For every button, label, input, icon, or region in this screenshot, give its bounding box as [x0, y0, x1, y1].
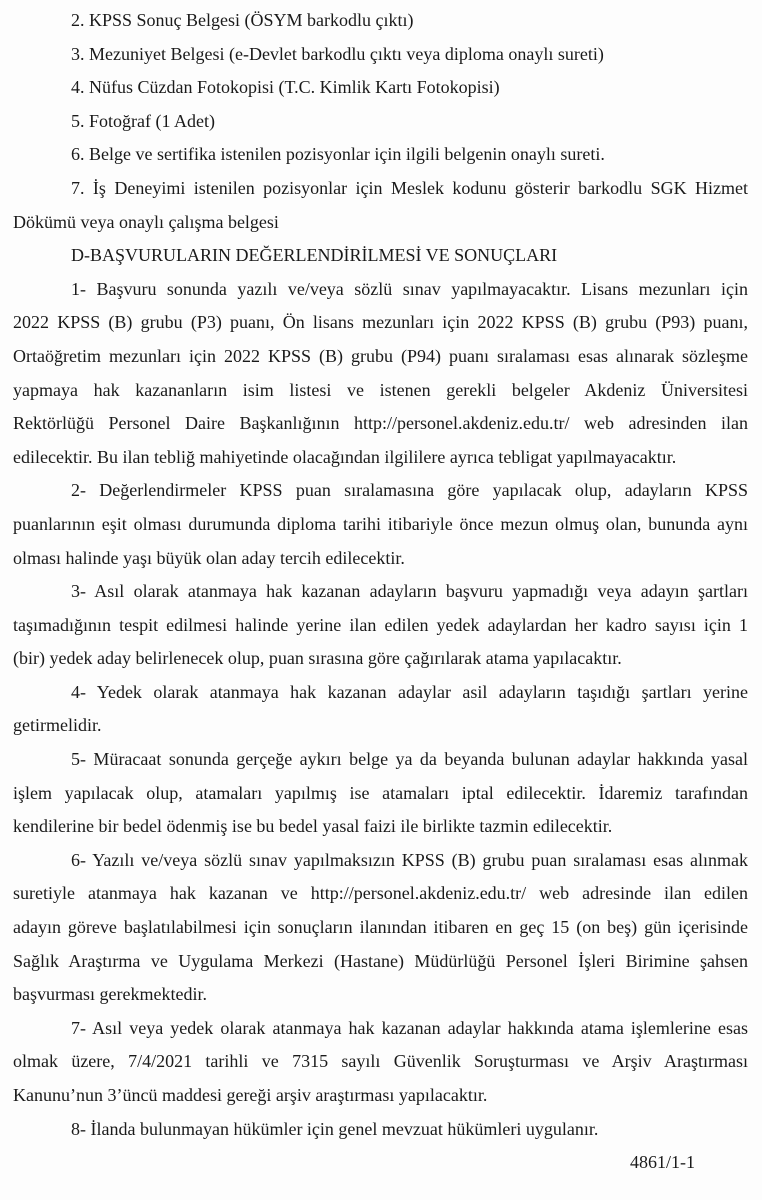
- paragraph-line: taşımadığının tespit edilmesi halinde yerine ilan edilen yedek adaylardan her kadro sayısı için 1: [13, 614, 748, 635]
- section-heading-text: D-BAŞVURULARIN DEĞERLENDİRİLMESİ VE SONUÇLARI: [71, 245, 558, 266]
- paragraph: [13, 575, 748, 676]
- list-item-text: Dökümü veya onaylı çalışma belgesi: [13, 211, 279, 232]
- list-item-text: 4. Nüfus Cüzdan Fotokopisi (T.C. Kimlik Kartı Fotokopisi): [71, 77, 500, 98]
- list-item: [13, 105, 748, 139]
- paragraph-line: başvurması gerekmektedir.: [13, 984, 207, 1005]
- paragraph: [13, 474, 748, 575]
- paragraph-line: (bir) yedek aday belirlenecek olup, puan sırasına göre çağırılarak atama yapılacaktır.: [13, 648, 622, 669]
- paragraph-line: kendilerine bir bedel ödenmiş ise bu bedel yasal faizi ile birlikte tazmin edilecektir.: [13, 816, 613, 837]
- paragraph-line: 5- Müracaat sonunda gerçeğe aykırı belge ya da beyanda bulunan adaylar hakkında yasal: [71, 749, 748, 770]
- paragraph-line: 2- Değerlendirmeler KPSS puan sıralamasına göre yapılacak olup, adayların KPSS: [71, 480, 748, 501]
- paragraph-line: olmak üzere, 7/4/2021 tarihli ve 7315 sayılı Güvenlik Soruşturması ve Arşiv Araştırması: [13, 1051, 748, 1072]
- list-item-text: 6. Belge ve sertifika istenilen pozisyonlar için ilgili belgenin onaylı sureti.: [71, 144, 605, 165]
- list-item: [13, 172, 748, 239]
- paragraph-line: getirmelidir.: [13, 715, 102, 736]
- paragraph: [13, 676, 748, 743]
- paragraph-line: Rektörlüğü Personel Daire Başkanlığının http://personel.akdeniz.edu.tr/ web adresinden ilan: [13, 413, 748, 434]
- paragraph-line: Sağlık Araştırma ve Uygulama Merkezi (Hastane) Müdürlüğü Personel İşleri Birimine şahsen: [13, 950, 748, 971]
- paragraph-line: puanlarının eşit olması durumunda diploma tarihi itibariyle önce mezun olmuş olan, bununda aynı: [13, 513, 748, 534]
- list-item-text: 3. Mezuniyet Belgesi (e-Devlet barkodlu çıktı veya diploma onaylı sureti): [71, 43, 604, 64]
- paragraph-line: 3- Asıl olarak atanmaya hak kazanan adayların başvuru yapmadığı veya adayın şartları: [71, 581, 748, 602]
- list-item: [13, 38, 748, 72]
- paragraph-line: işlem yapılacak olup, atamaları yapılmış ise atamaları iptal edilecektir. İdaremiz tarafından: [13, 782, 748, 803]
- paragraph: [13, 273, 748, 475]
- reference-number: [13, 1146, 748, 1180]
- paragraph: [13, 743, 748, 844]
- paragraph-line: 4- Yedek olarak atanmaya hak kazanan adaylar asil adayların taşıdığı şartları yerine: [71, 681, 748, 702]
- paragraph-line: 6- Yazılı ve/veya sözlü sınav yapılmaksızın KPSS (B) grubu puan sıralaması esas alınmak: [71, 849, 748, 870]
- paragraph-line: 1- Başvuru sonunda yazılı ve/veya sözlü sınav yapılmayacaktır. Lisans mezunları için: [71, 278, 748, 299]
- list-item-text: 5. Fotoğraf (1 Adet): [71, 110, 215, 131]
- list-item-text: 7. İş Deneyimi istenilen pozisyonlar için Meslek kodunu gösterir barkodlu SGK Hizmet: [71, 177, 748, 198]
- paragraph-line: Kanunu’nun 3’üncü maddesi gereği arşiv araştırması yapılacaktır.: [13, 1085, 488, 1105]
- paragraph-line: suretiyle atanmaya hak kazanan ve http://personel.akdeniz.edu.tr/ web adresinde ilan edilen: [13, 883, 748, 904]
- list-item: [13, 71, 748, 105]
- section-heading: [13, 239, 748, 273]
- required-documents-list: [13, 4, 748, 239]
- paragraph-line: olması halinde yaşı büyük olan aday tercih edilecektir.: [13, 547, 405, 568]
- paragraph: [13, 1113, 748, 1147]
- paragraph-line: 8- İlanda bulunmayan hükümler için genel mevzuat hükümleri uygulanır.: [71, 1118, 599, 1139]
- paragraph-line: adayın göreve başlatılabilmesi için sonuçların ilanından itibaren en geç 15 (on beş) gün içerisinde: [13, 917, 748, 938]
- evaluation-section: [13, 273, 748, 1146]
- reference-number-text: 4861/1-1: [630, 1152, 695, 1173]
- list-item: [13, 138, 748, 172]
- paragraph: [13, 844, 748, 1012]
- list-item: [13, 4, 748, 38]
- paragraph-line: yapmaya hak kazananların isim listesi ve istenen gerekli belgeler Akdeniz Üniversitesi: [13, 379, 748, 400]
- list-item-text: 2. KPSS Sonuç Belgesi (ÖSYM barkodlu çıktı): [71, 10, 414, 30]
- paragraph-line: 7- Asıl veya yedek olarak atanmaya hak kazanan adaylar hakkında atama işlemlerine esas: [71, 1017, 748, 1038]
- paragraph-line: 2022 KPSS (B) grubu (P3) puanı, Ön lisans mezunları için 2022 KPSS (B) grubu (P93) puanı,: [13, 312, 748, 333]
- paragraph-line: Ortaöğretim mezunları için 2022 KPSS (B) grubu (P94) puanı sıralaması esas alınarak sözleşme: [13, 345, 748, 366]
- paragraph: [13, 1012, 748, 1113]
- paragraph-line: edilecektir. Bu ilan tebliğ mahiyetinde olacağından ilgililere ayrıca tebligat yapılmayacaktır.: [13, 446, 677, 467]
